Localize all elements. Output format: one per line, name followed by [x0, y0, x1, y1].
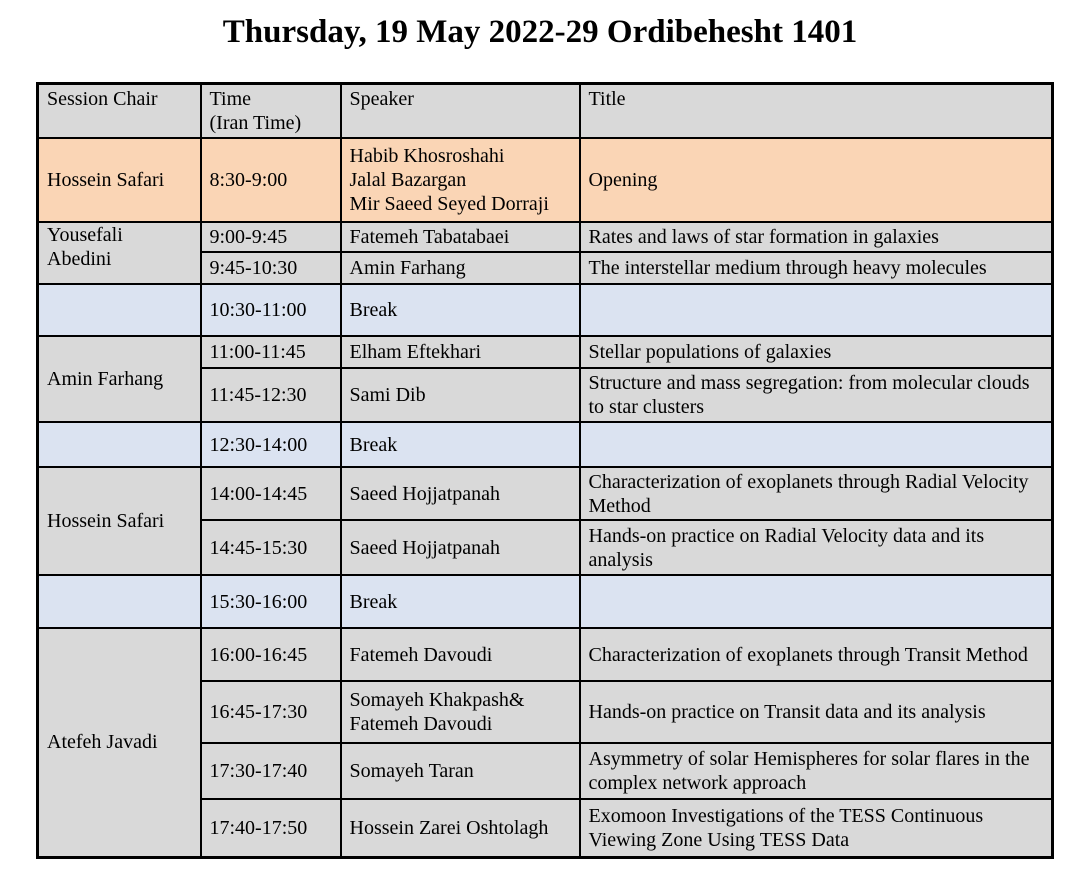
- talk-title: Asymmetry of solar Hemispheres for solar flares in the complex network approach: [580, 743, 1053, 799]
- talk-speaker: Saeed Hojjatpanah: [341, 520, 580, 575]
- page-title: Thursday, 19 May 2022-29 Ordibehesht 1401: [222, 14, 858, 50]
- break-time: 12:30-14:00: [201, 422, 341, 467]
- break-time: 15:30-16:00: [201, 575, 341, 628]
- talk-time: 11:00-11:45: [201, 336, 341, 368]
- talk-title: Exomoon Investigations of the TESS Continuous Viewing Zone Using TESS Data: [580, 799, 1053, 857]
- header-title: Title: [580, 84, 1053, 139]
- break-title-empty: [580, 284, 1053, 336]
- opening-chair: Hossein Safari: [38, 138, 201, 222]
- break-title-empty: [580, 575, 1053, 628]
- table-row: [38, 336, 1053, 368]
- header-time-zone: (Iran Time): [209, 112, 302, 134]
- talk-title: Characterization of exoplanets through Radial Velocity Method: [580, 467, 1053, 520]
- talk-time: 17:30-17:40: [201, 743, 341, 799]
- talk-time: 9:00-9:45: [201, 222, 341, 252]
- opening-time: 8:30-9:00: [201, 138, 341, 222]
- talk-title: The interstellar medium through heavy molecules: [580, 252, 1053, 284]
- talk-speaker: Fatemeh Davoudi: [341, 628, 580, 681]
- talk-speaker: Somayeh Taran: [341, 743, 580, 799]
- opening-speaker: Habib Khosroshahi: [349, 145, 505, 167]
- opening-title: Opening: [580, 138, 1053, 222]
- session-chair-last: Abedini: [47, 248, 112, 270]
- session-chair-first: Yousefali: [47, 224, 123, 246]
- talk-title: Rates and laws of star formation in galaxies: [580, 222, 1053, 252]
- talk-title: Characterization of exoplanets through Transit Method: [580, 628, 1053, 681]
- talk-speaker-first: Somayeh Khakpash&: [349, 689, 525, 711]
- break-label: Break: [341, 422, 580, 467]
- talk-speaker-second: Fatemeh Davoudi: [349, 713, 493, 735]
- talk-title: Stellar populations of galaxies: [580, 336, 1053, 368]
- talk-time: 11:45-12:30: [201, 368, 341, 422]
- talk-time: 16:00-16:45: [201, 628, 341, 681]
- break-row: [38, 284, 1053, 336]
- table-row: [38, 467, 1053, 520]
- talk-time: 17:40-17:50: [201, 799, 341, 857]
- session-chair: Atefeh Javadi: [38, 628, 201, 857]
- talk-time: 16:45-17:30: [201, 681, 341, 743]
- header-session-chair: Session Chair: [38, 84, 201, 139]
- talk-time: 14:00-14:45: [201, 467, 341, 520]
- header-time-label: Time: [209, 88, 252, 110]
- break-row: [38, 575, 1053, 628]
- opening-speakers: [341, 138, 580, 222]
- talk-speaker: Elham Eftekhari: [341, 336, 580, 368]
- break-label: Break: [341, 284, 580, 336]
- session-chair: Amin Farhang: [38, 336, 201, 422]
- opening-speaker: Mir Saeed Seyed Dorraji: [349, 193, 549, 215]
- break-chair-empty: [38, 284, 201, 336]
- talk-time: 9:45-10:30: [201, 252, 341, 284]
- header-speaker: Speaker: [341, 84, 580, 139]
- opening-speaker: Jalal Bazargan: [349, 169, 467, 191]
- table-row: [38, 222, 1053, 252]
- talk-speaker: Saeed Hojjatpanah: [341, 467, 580, 520]
- talk-speaker: Hossein Zarei Oshtolagh: [341, 799, 580, 857]
- header-row: [38, 84, 1053, 139]
- schedule-table: [36, 82, 1054, 859]
- session-chair: [38, 222, 201, 284]
- break-time: 10:30-11:00: [201, 284, 341, 336]
- break-chair-empty: [38, 575, 201, 628]
- talk-title: Structure and mass segregation: from molecular clouds to star clusters: [580, 368, 1053, 422]
- break-label: Break: [341, 575, 580, 628]
- talk-time: 14:45-15:30: [201, 520, 341, 575]
- header-time: [201, 84, 341, 139]
- talk-speaker: Amin Farhang: [341, 252, 580, 284]
- talk-title: Hands-on practice on Transit data and its analysis: [580, 681, 1053, 743]
- talk-speaker: [341, 681, 580, 743]
- talk-speaker: Sami Dib: [341, 368, 580, 422]
- break-chair-empty: [38, 422, 201, 467]
- break-row: [38, 422, 1053, 467]
- talk-title: Hands-on practice on Radial Velocity data and its analysis: [580, 520, 1053, 575]
- talk-speaker: Fatemeh Tabatabaei: [341, 222, 580, 252]
- table-row: [38, 628, 1053, 681]
- break-title-empty: [580, 422, 1053, 467]
- opening-row: [38, 138, 1053, 222]
- session-chair: Hossein Safari: [38, 467, 201, 575]
